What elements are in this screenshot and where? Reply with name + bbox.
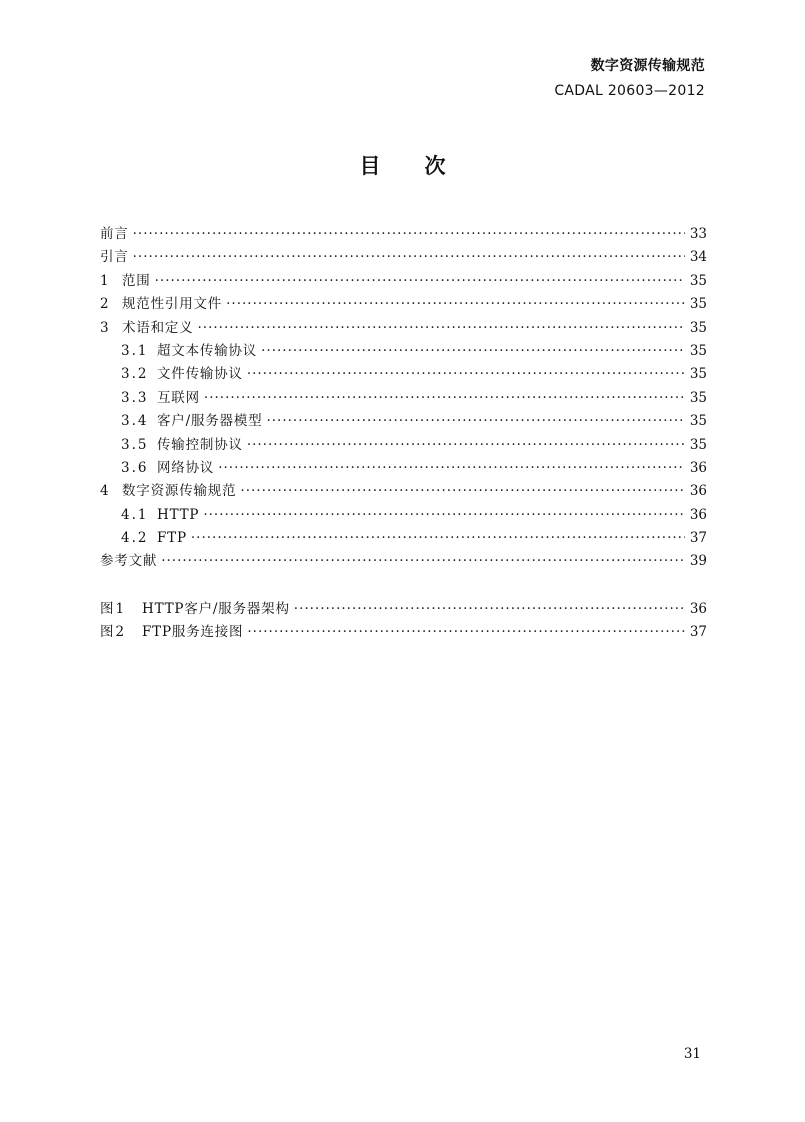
table-of-contents: [100, 223, 707, 645]
toc-entry-label: 前言: [100, 226, 129, 242]
toc-entry[interactable]: [100, 504, 707, 527]
figure-entry[interactable]: [100, 598, 707, 621]
toc-entry-number: 3: [100, 319, 111, 336]
toc-entry-page: 39: [689, 553, 707, 570]
toc-title: 目次: [359, 154, 490, 178]
dot-leader: [247, 363, 685, 386]
toc-entry[interactable]: [100, 317, 707, 340]
figure-entry-label: FTP服务连接图: [142, 624, 244, 641]
figure-entry-number: 图2: [100, 624, 127, 641]
header-title: 数字资源传输规范: [590, 58, 705, 74]
toc-entry-page: 36: [689, 506, 707, 523]
toc-entry-number: 1: [100, 272, 111, 289]
toc-entry-page: 33: [689, 226, 707, 242]
toc-entry-label: 参考文献: [100, 553, 158, 570]
toc-entry-page: 35: [689, 319, 707, 336]
toc-entry[interactable]: [100, 434, 707, 457]
toc-entry-label: 客户/服务器模型: [157, 413, 263, 430]
dot-leader: [226, 293, 685, 316]
figure-list: [100, 598, 707, 645]
toc-entry-page: 35: [689, 272, 707, 289]
dot-leader: [294, 598, 685, 621]
toc-entry-page: 35: [689, 296, 707, 313]
running-header: [554, 54, 705, 104]
toc-entry-number: 3.5: [121, 436, 149, 453]
toc-entry-page: 35: [689, 389, 707, 406]
toc-entry-number: 3.1: [121, 342, 149, 359]
toc-entry[interactable]: [100, 293, 707, 316]
toc-entry-number: 3.6: [121, 459, 149, 476]
toc-entry-label: 互联网: [157, 389, 200, 406]
toc-entry[interactable]: [100, 550, 707, 573]
dot-leader: [155, 270, 685, 293]
dot-leader: [218, 457, 685, 480]
dot-leader: [247, 621, 685, 644]
dot-leader: [247, 434, 685, 457]
toc-entry-number: 3.2: [121, 366, 149, 383]
toc-entry[interactable]: [100, 340, 707, 363]
toc-entry-page: 34: [689, 249, 707, 266]
dot-leader: [161, 550, 685, 573]
toc-entry-number: 3.4: [121, 413, 149, 430]
toc-entry-page: 36: [689, 459, 707, 476]
toc-entry[interactable]: [100, 410, 707, 433]
dot-leader: [133, 246, 685, 269]
toc-entry[interactable]: [100, 527, 707, 550]
dot-leader: [240, 480, 685, 503]
toc-entry-page: 35: [689, 366, 707, 383]
page-number: 31: [683, 1046, 701, 1062]
figure-entry-number: 图1: [100, 600, 127, 617]
toc-gap: [100, 574, 707, 598]
toc-entry-number: 2: [100, 296, 111, 313]
toc-entry-number: 4.1: [121, 506, 149, 523]
toc-entry-label: 传输控制协议: [157, 436, 243, 453]
toc-entry-label: FTP: [157, 530, 187, 547]
toc-entry-page: 37: [689, 530, 707, 547]
toc-entries: [100, 223, 707, 574]
toc-entry-label: 规范性引用文件: [122, 296, 223, 313]
figure-entry[interactable]: [100, 621, 707, 644]
toc-entry[interactable]: [100, 363, 707, 386]
dot-leader: [198, 317, 686, 340]
dot-leader: [203, 504, 685, 527]
toc-entry[interactable]: [100, 223, 707, 246]
figure-entry-page: 37: [689, 624, 707, 641]
toc-entry-label: 范围: [122, 272, 151, 289]
dot-leader: [204, 387, 685, 410]
dot-leader: [133, 223, 685, 246]
toc-entry-label: 引言: [100, 249, 129, 266]
dot-leader: [191, 527, 685, 550]
dot-leader: [261, 340, 685, 363]
toc-entry-number: 3.3: [121, 389, 149, 406]
dot-leader: [266, 410, 685, 433]
toc-entry[interactable]: [100, 246, 707, 269]
toc-entry-page: 35: [689, 342, 707, 359]
toc-entry[interactable]: [100, 457, 707, 480]
header-standard-code: CADAL 20603—2012: [554, 83, 705, 99]
toc-entry-label: 超文本传输协议: [157, 342, 258, 359]
toc-entry-number: 4.2: [121, 530, 149, 547]
toc-entry-page: 35: [689, 413, 707, 430]
toc-entry[interactable]: [100, 270, 707, 293]
figure-entry-page: 36: [689, 600, 707, 617]
toc-entry-label: HTTP: [157, 506, 200, 523]
toc-entry-number: 4: [100, 483, 111, 500]
figure-entry-label: HTTP客户/服务器架构: [142, 600, 290, 617]
toc-entry-label: 数字资源传输规范: [122, 483, 237, 500]
toc-entry-label: 网络协议: [157, 459, 215, 476]
toc-entry[interactable]: [100, 387, 707, 410]
toc-entry-label: 术语和定义: [122, 319, 194, 336]
toc-entry-label: 文件传输协议: [157, 366, 243, 383]
toc-entry-page: 36: [689, 483, 707, 500]
toc-entry[interactable]: [100, 480, 707, 503]
toc-entry-page: 35: [689, 436, 707, 453]
